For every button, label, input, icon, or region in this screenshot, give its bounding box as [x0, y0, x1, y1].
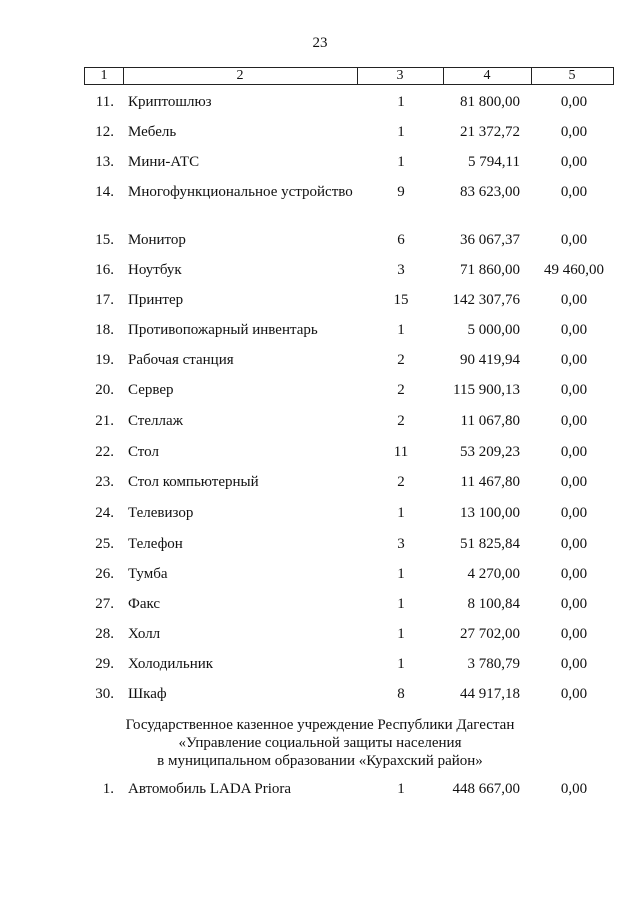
item-quantity: 6 — [397, 232, 405, 248]
item-residual: 0,00 — [560, 292, 588, 308]
item-quantity: 11 — [393, 444, 409, 460]
item-name: Стол компьютерный — [128, 474, 259, 490]
item-residual: 0,00 — [560, 474, 588, 490]
item-amount: 53 209,23 — [460, 444, 520, 460]
item-residual: 0,00 — [560, 626, 588, 642]
column-header-2: 2 — [236, 68, 244, 83]
section-title-line: в муниципальном образовании «Курахский район» — [157, 753, 483, 769]
item-amount: 5 794,11 — [468, 154, 520, 170]
row-number: 24. — [95, 505, 114, 521]
row-number: 11. — [95, 94, 114, 110]
item-name: Ноутбук — [128, 262, 182, 278]
item-amount: 36 067,37 — [460, 232, 520, 248]
section-title-line: «Управление социальной защиты населения — [178, 735, 462, 751]
item-residual: 0,00 — [560, 154, 588, 170]
item-residual: 0,00 — [560, 536, 588, 552]
row-number: 13. — [95, 154, 114, 170]
row-number: 29. — [95, 656, 114, 672]
page-number: 23 — [312, 35, 328, 51]
item-quantity: 1 — [397, 626, 405, 642]
item-amount: 83 623,00 — [460, 184, 520, 200]
item-amount: 21 372,72 — [460, 124, 520, 140]
row-number: 23. — [95, 474, 114, 490]
item-name: Рабочая станция — [128, 352, 234, 368]
item-name: Телевизор — [128, 505, 194, 521]
row-number: 27. — [95, 596, 114, 612]
item-quantity: 1 — [397, 656, 405, 672]
row-number: 28. — [95, 626, 114, 642]
item-residual: 0,00 — [560, 596, 588, 612]
item-amount: 115 900,13 — [453, 382, 520, 398]
item-amount: 4 270,00 — [467, 566, 520, 582]
row-number: 20. — [95, 382, 114, 398]
item-amount: 11 467,80 — [460, 474, 520, 490]
item-name: Телефон — [128, 536, 183, 552]
item-amount: 81 800,00 — [460, 94, 520, 110]
item-residual: 0,00 — [560, 382, 588, 398]
column-header-4: 4 — [483, 68, 491, 83]
item-quantity: 3 — [397, 536, 405, 552]
item-quantity: 1 — [397, 154, 405, 170]
item-quantity: 1 — [397, 596, 405, 612]
item-amount: 27 702,00 — [460, 626, 520, 642]
row-number: 21. — [95, 413, 114, 429]
item-quantity: 1 — [397, 124, 405, 140]
row-number: 12. — [95, 124, 114, 140]
item-quantity: 2 — [397, 474, 405, 490]
item-quantity: 2 — [397, 413, 405, 429]
item-amount: 11 067,80 — [460, 413, 520, 429]
item-amount: 448 667,00 — [452, 781, 520, 797]
item-residual: 0,00 — [560, 566, 588, 582]
item-name: Противопожарный инвентарь — [128, 322, 318, 338]
item-name: Принтер — [128, 292, 184, 308]
item-residual: 0,00 — [560, 656, 588, 672]
item-amount: 142 307,76 — [452, 292, 520, 308]
item-residual: 0,00 — [560, 352, 588, 368]
row-number: 30. — [95, 686, 114, 702]
row-number: 14. — [95, 184, 114, 200]
item-quantity: 2 — [397, 382, 405, 398]
row-number: 16. — [95, 262, 114, 278]
item-residual: 0,00 — [560, 413, 588, 429]
item-quantity: 1 — [397, 566, 405, 582]
row-number: 19. — [95, 352, 114, 368]
item-name: Тумба — [128, 566, 168, 582]
item-name: Факс — [128, 596, 161, 612]
item-quantity: 8 — [397, 686, 405, 702]
section-title-line: Государственное казенное учреждение Республики Дагестан — [125, 717, 515, 733]
row-number: 1. — [102, 781, 114, 797]
item-name: Криптошлюз — [128, 94, 212, 110]
column-header-row — [84, 67, 614, 85]
column-header-1: 1 — [100, 68, 108, 83]
item-quantity: 1 — [397, 94, 405, 110]
item-name: Монитор — [128, 232, 186, 248]
item-amount: 71 860,00 — [460, 262, 520, 278]
item-residual: 0,00 — [560, 781, 588, 797]
item-amount: 8 100,84 — [467, 596, 520, 612]
item-residual: 0,00 — [560, 322, 588, 338]
item-residual: 0,00 — [560, 232, 588, 248]
item-name: Холодильник — [128, 656, 214, 672]
item-amount: 51 825,84 — [460, 536, 520, 552]
row-number: 17. — [95, 292, 114, 308]
item-residual: 0,00 — [560, 505, 588, 521]
item-quantity: 9 — [397, 184, 405, 200]
item-name: Автомобиль LADA Priora — [128, 781, 292, 797]
row-number: 18. — [95, 322, 114, 338]
item-name: Холл — [128, 626, 161, 642]
item-residual: 0,00 — [560, 184, 588, 200]
item-quantity: 1 — [397, 322, 405, 338]
item-residual: 0,00 — [560, 94, 588, 110]
item-quantity: 15 — [393, 292, 409, 308]
row-number: 15. — [95, 232, 114, 248]
item-amount: 44 917,18 — [460, 686, 520, 702]
item-amount: 13 100,00 — [460, 505, 520, 521]
column-header-5: 5 — [568, 68, 576, 83]
item-name: Стеллаж — [128, 413, 184, 429]
item-amount: 5 000,00 — [467, 322, 520, 338]
item-name: Мебель — [128, 124, 177, 140]
item-name: Сервер — [128, 382, 174, 398]
row-number: 26. — [95, 566, 114, 582]
item-name: Многофункциональное устройство — [128, 184, 353, 200]
row-number: 25. — [95, 536, 114, 552]
item-residual: 0,00 — [560, 444, 588, 460]
item-residual: 49 460,00 — [544, 262, 604, 278]
item-amount: 3 780,79 — [467, 656, 520, 672]
item-name: Стол — [128, 444, 159, 460]
item-residual: 0,00 — [560, 686, 588, 702]
item-quantity: 1 — [397, 781, 405, 797]
section-title — [0, 716, 640, 770]
item-quantity: 2 — [397, 352, 405, 368]
row-number: 22. — [95, 444, 114, 460]
column-header-3: 3 — [396, 68, 404, 83]
item-amount: 90 419,94 — [460, 352, 520, 368]
item-quantity: 3 — [397, 262, 405, 278]
item-name: Шкаф — [128, 686, 167, 702]
item-name: Мини-АТС — [128, 154, 200, 170]
item-quantity: 1 — [397, 505, 405, 521]
item-residual: 0,00 — [560, 124, 588, 140]
